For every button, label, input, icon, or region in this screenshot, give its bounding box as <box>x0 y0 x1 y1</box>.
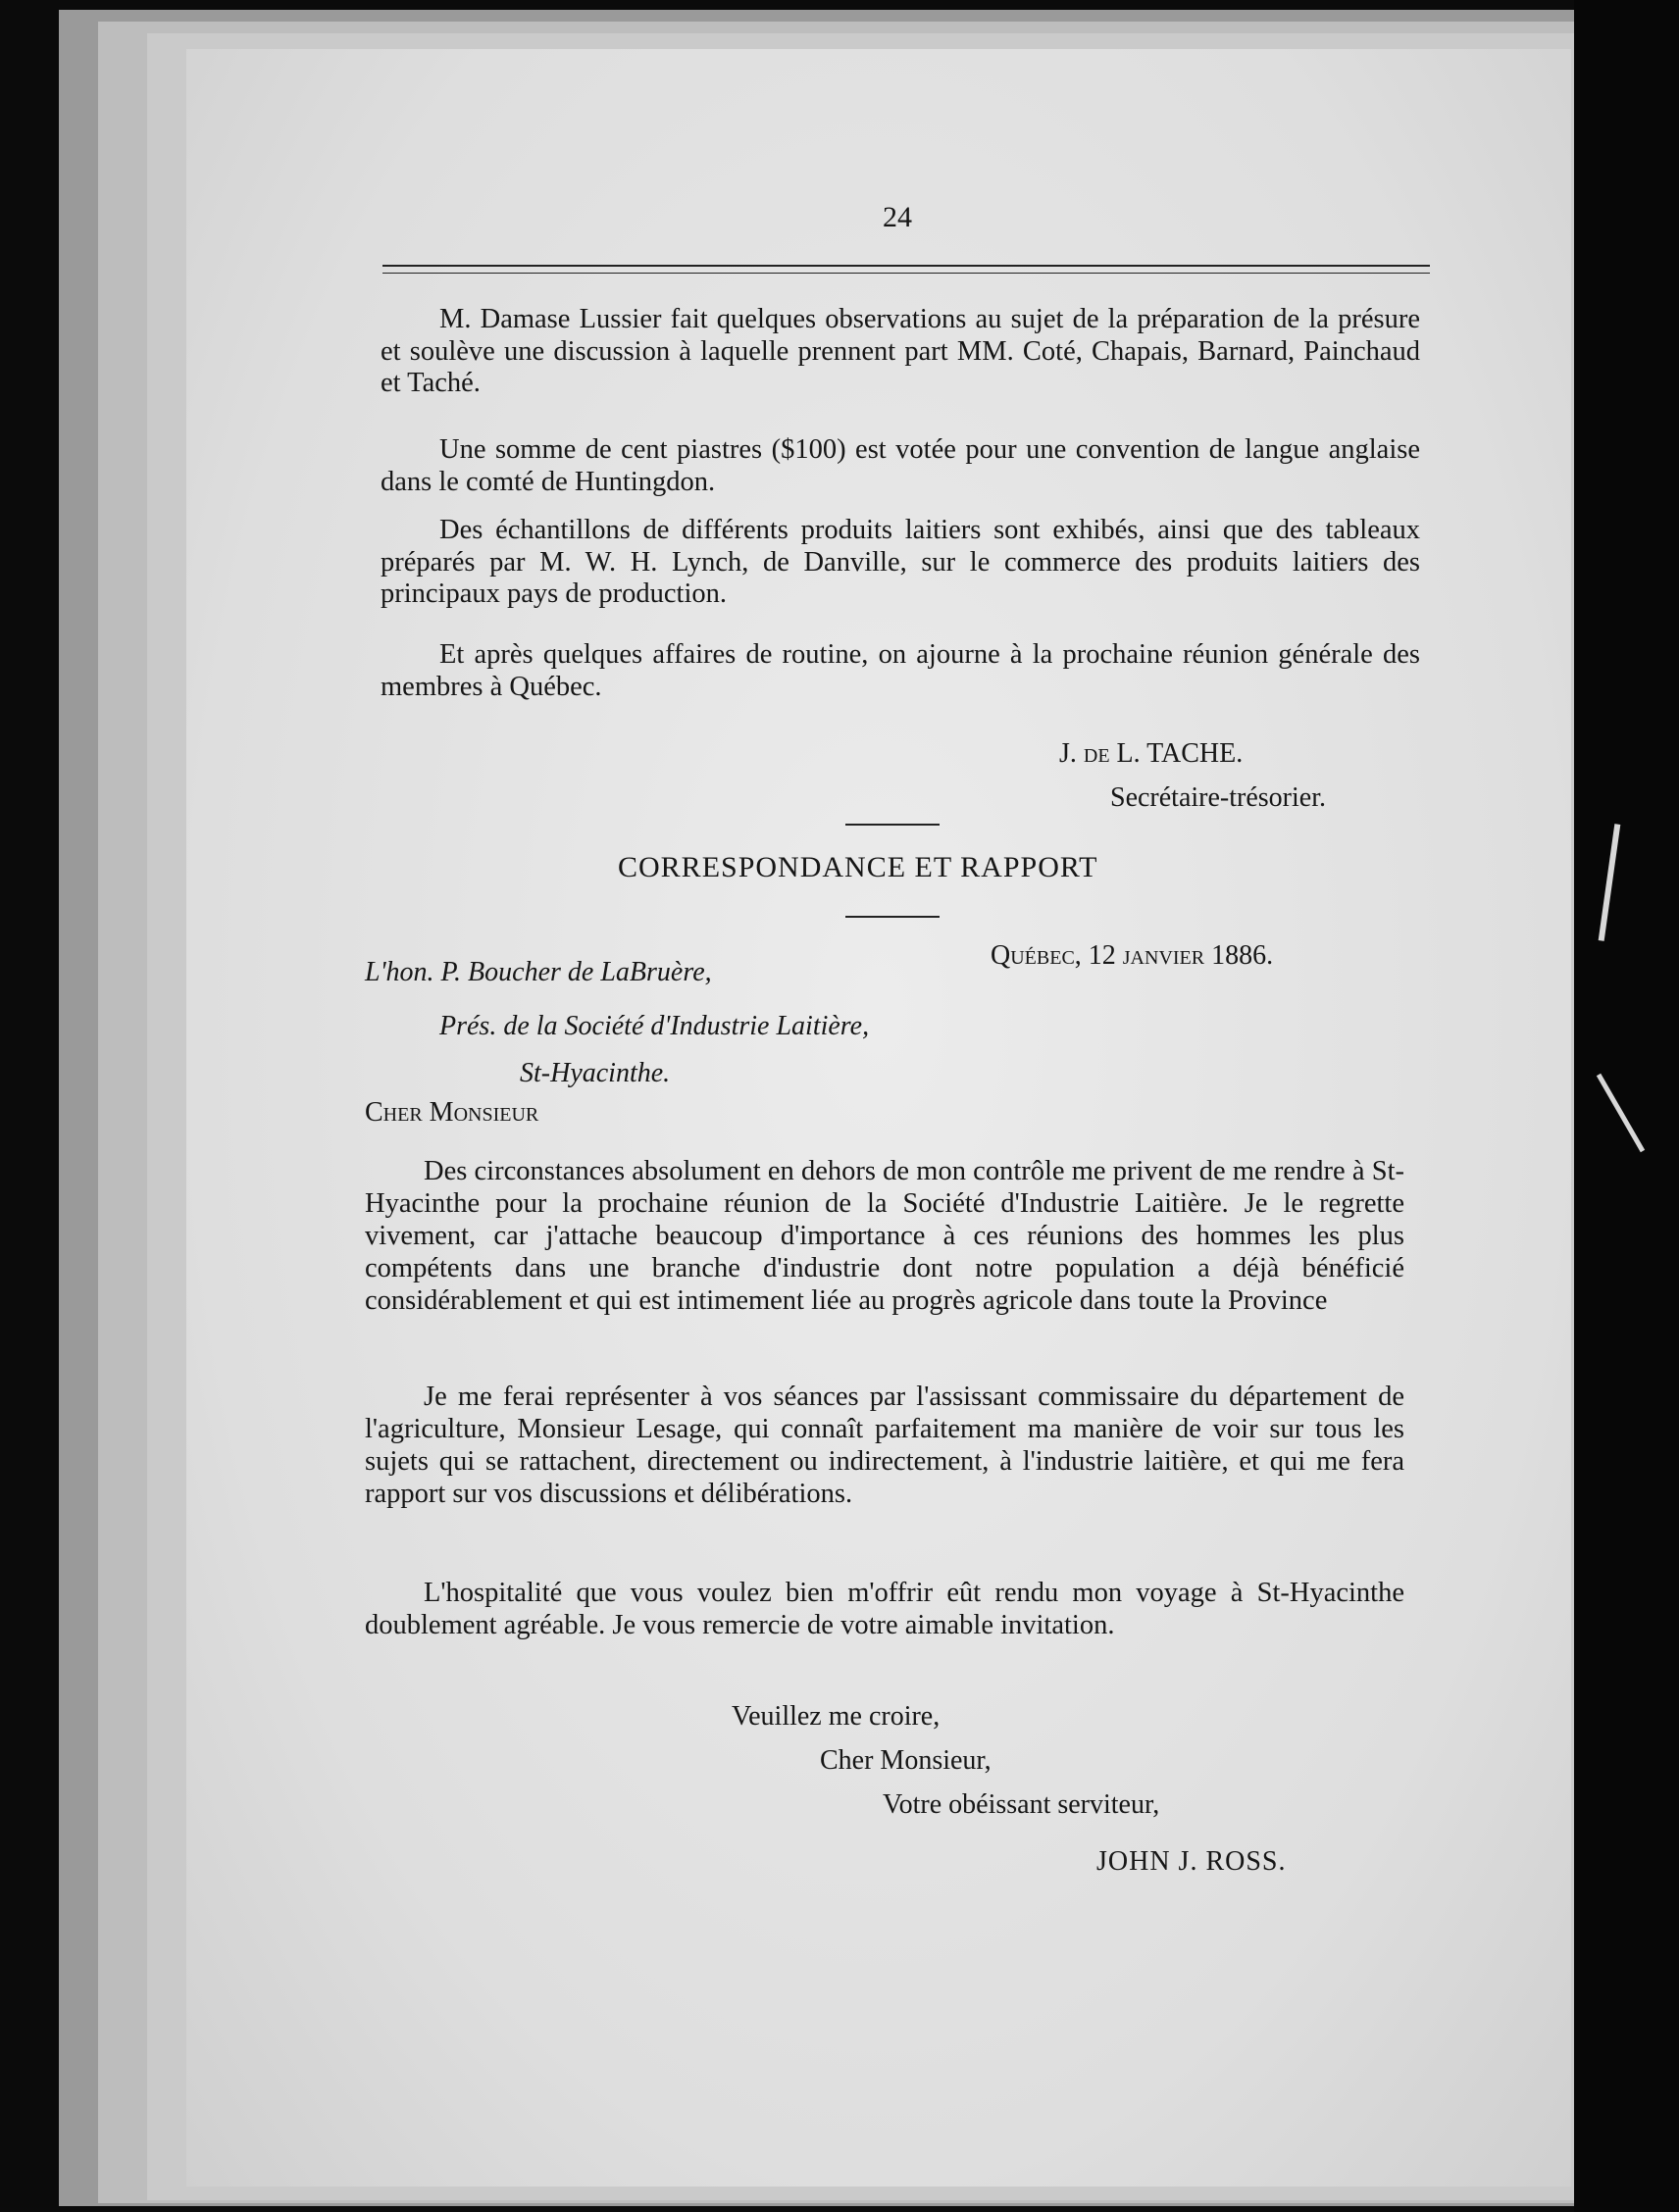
section-rule <box>845 824 940 826</box>
section-rule <box>845 916 940 918</box>
closing-line: Votre obéissant serviteur, <box>883 1789 1160 1820</box>
paragraph: M. Damase Lussier fait quelques observations au sujet de la préparation de la présure et soulève une discussion à laquelle prennent part MM. Coté, Chapais, Barnard, Painchaud et Taché. <box>381 304 1420 398</box>
paragraph: Des échantillons de différents produits laitiers sont exhibés, ainsi que des tableaux préparés par M. W. H. Lynch, de Danville, sur le commerce des produits laitiers des principaux pays de production. <box>381 515 1420 609</box>
signature-name: J. de L. TACHE. <box>1059 738 1244 769</box>
section-heading: CORRESPONDANCE ET RAPPORT <box>618 851 1098 883</box>
page-number: 24 <box>883 201 912 233</box>
salutation: Cher Monsieur <box>365 1097 539 1128</box>
binding-gutter <box>1574 0 1679 2212</box>
closing-line: Cher Monsieur, <box>820 1745 992 1776</box>
letter-paragraph: Je me ferai représenter à vos séances par l'assissant commissaire du département de l'agriculture, Monsieur Lesage, qui connaît parfaitement ma manière de voir sur tous les sujets qui se rattachent, directement ou indirectement, à l'industrie laitière, et qui me fera rapport sur vos discussions et délibérations. <box>365 1382 1404 1509</box>
letter-paragraph: L'hospitalité que vous voulez bien m'offrir eût rendu mon voyage à St-Hyacinthe doublement agréable. Je vous remercie de votre aimable invitation. <box>365 1578 1404 1640</box>
letter-date: Québec, 12 janvier 1886. <box>991 940 1274 971</box>
header-rule <box>382 273 1430 274</box>
header-rule <box>382 265 1430 267</box>
addressee-name: L'hon. P. Boucher de LaBruère, <box>365 957 712 987</box>
addressee-place: St-Hyacinthe. <box>520 1058 671 1088</box>
signature-title: Secrétaire-trésorier. <box>1110 782 1326 813</box>
letter-signature: JOHN J. ROSS. <box>1096 1846 1287 1877</box>
letter-paragraph: Des circonstances absolument en dehors de mon contrôle me privent de me rendre à St-Hyacinthe pour la prochaine réunion de la Société d'Industrie Laitière. Je le regrette vivement, car j'attache beaucoup d'importance à ces réunions des hommes les plus compétents dans une branche d'industrie dont notre population a déjà bénéficié considérablement et qui est intimement liée au progrès agricole dans toute la Province <box>365 1156 1404 1316</box>
closing-line: Veuillez me croire, <box>732 1701 941 1732</box>
paragraph: Et après quelques affaires de routine, on ajourne à la prochaine réunion générale des membres à Québec. <box>381 639 1420 702</box>
paragraph: Une somme de cent piastres ($100) est votée pour une convention de langue anglaise dans le comté de Huntingdon. <box>381 434 1420 497</box>
addressee-title: Prés. de la Société d'Industrie Laitière, <box>439 1011 870 1041</box>
